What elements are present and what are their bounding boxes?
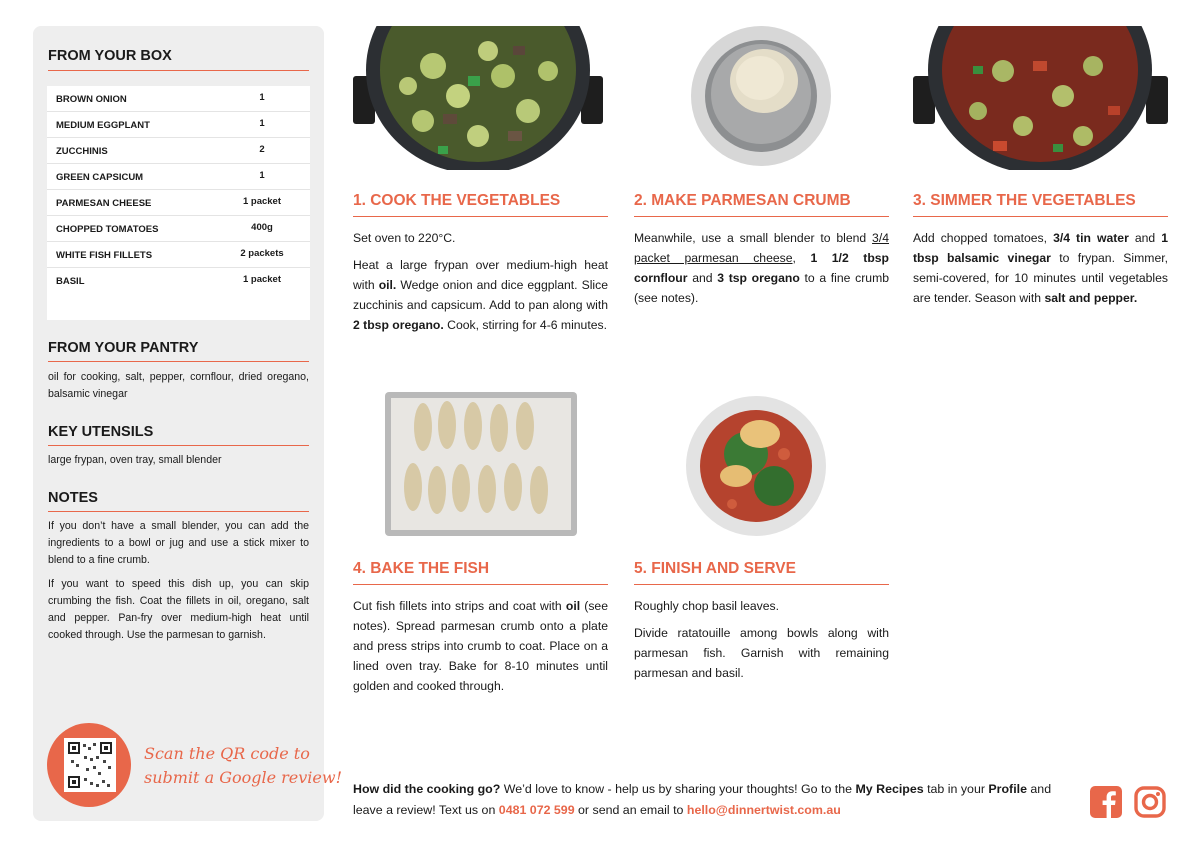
step-3-text bbox=[913, 228, 1168, 315]
ingredients-table bbox=[47, 86, 310, 320]
text-run: to a fine crumb (see notes). bbox=[634, 271, 889, 305]
utensils-text: large frypan, oven tray, small blender bbox=[48, 454, 222, 466]
text-run: to frypan. Simmer, semi-covered, for 10 minutes until vegetables are tender. Season with bbox=[913, 251, 1168, 305]
step-1-text bbox=[353, 228, 608, 342]
step-4-para bbox=[353, 596, 608, 696]
ingredient-qty: 1 bbox=[259, 92, 265, 103]
divider bbox=[353, 584, 608, 585]
instagram-icon[interactable] bbox=[1134, 786, 1166, 818]
footer-question: How did the cooking go? bbox=[353, 782, 501, 796]
my-recipes-link[interactable]: My Recipes bbox=[855, 782, 924, 796]
text-bold: oil. bbox=[378, 278, 397, 292]
table-row bbox=[47, 112, 310, 138]
text-bold: 2 tbsp oregano. bbox=[353, 318, 444, 332]
step-4-text bbox=[353, 596, 608, 703]
ingredient-name: BASIL bbox=[56, 276, 85, 287]
table-row bbox=[47, 242, 310, 268]
ingredient-name: BROWN ONION bbox=[56, 94, 127, 105]
step-2-text bbox=[634, 228, 889, 315]
step-2-title: 2. MAKE PARMESAN CRUMB bbox=[634, 192, 851, 209]
step-2-para bbox=[634, 228, 889, 308]
step-3-title: 3. SIMMER THE VEGETABLES bbox=[913, 192, 1136, 209]
divider bbox=[634, 216, 889, 217]
step-1-para-1: Set oven to 220°C. bbox=[353, 231, 456, 245]
ingredient-name: PARMESAN CHEESE bbox=[56, 198, 152, 209]
qr-prompt-line-1: Scan the QR code to bbox=[144, 744, 310, 763]
text-run: , bbox=[792, 251, 811, 265]
key-utensils-heading: KEY UTENSILS bbox=[48, 424, 154, 440]
qr-prompt-line-2: submit a Google review! bbox=[144, 768, 343, 787]
qr-prompt bbox=[144, 742, 342, 790]
text-run: and leave a review! Text us on bbox=[353, 782, 1052, 817]
text-bold: 1 tbsp balsamic vinegar bbox=[913, 231, 1169, 265]
divider bbox=[913, 216, 1168, 217]
text-run: or send an email to bbox=[574, 803, 687, 817]
email-link[interactable]: hello@dinnertwist.com.au bbox=[686, 803, 841, 817]
step-5-para-2: Divide ratatouille among bowls along with parmesan fish. Garnish with remaining parmesan and basil. bbox=[634, 626, 889, 680]
text-bold: 3/4 tin water bbox=[1053, 231, 1129, 245]
step-2-photo bbox=[634, 26, 888, 170]
step-5-para-1: Roughly chop basil leaves. bbox=[634, 599, 779, 613]
divider bbox=[48, 70, 309, 71]
step-3-para bbox=[913, 228, 1168, 308]
table-row bbox=[47, 190, 310, 216]
ingredient-name: GREEN CAPSICUM bbox=[56, 172, 144, 183]
note-2: If you want to speed this dish up, you can skip crumbing the fish. Coat the fillets in oil, oregano, salt and pepper. Pan-fry over medium-high heat until cooked through. Use the parmesan to garnish. bbox=[48, 578, 309, 641]
step-4-photo bbox=[385, 392, 577, 536]
table-row bbox=[47, 216, 310, 242]
divider bbox=[48, 445, 309, 446]
step-1-photo bbox=[353, 26, 603, 170]
pantry-text: oil for cooking, salt, pepper, cornflour, dried oregano, balsamic vinegar bbox=[48, 371, 309, 400]
text-run: Heat a large frypan over medium-high heat with bbox=[353, 258, 608, 292]
step-5-text bbox=[634, 596, 889, 690]
text-run: We’d love to know - help us by sharing your thoughts! Go to the bbox=[500, 782, 856, 796]
ingredient-qty: 1 packet bbox=[242, 196, 282, 207]
ingredient-qty: 400g bbox=[251, 222, 273, 233]
qr-code-icon bbox=[64, 738, 116, 792]
text-run: Wedge onion and dice eggplant. Slice zucchinis and capsicum. Add to pan along with bbox=[353, 278, 609, 312]
ingredient-name: CHOPPED TOMATOES bbox=[56, 224, 159, 235]
text-run: Cut fish fillets into strips and coat with bbox=[353, 599, 566, 613]
phone-link[interactable]: 0481 072 599 bbox=[498, 803, 575, 817]
step-1-para-2 bbox=[353, 255, 608, 335]
notes-heading: NOTES bbox=[48, 490, 98, 506]
table-row bbox=[47, 138, 310, 164]
divider bbox=[353, 216, 608, 217]
text-run: and bbox=[687, 271, 718, 285]
step-5-photo bbox=[684, 394, 828, 538]
note-1: If you don’t have a small blender, you can add the ingredients to a bowl or jug and use a stick mixer to blend to a fine crumb. bbox=[48, 520, 309, 566]
step-3-photo bbox=[913, 26, 1168, 170]
ingredient-name: MEDIUM EGGPLANT bbox=[56, 120, 150, 131]
text-run: tab in your bbox=[923, 782, 989, 796]
ingredient-qty: 1 bbox=[259, 170, 265, 181]
step-1-title: 1. COOK THE VEGETABLES bbox=[353, 192, 561, 209]
text-bold: 1 1/2 tbsp cornflour bbox=[634, 251, 889, 285]
ingredient-qty: 2 packets bbox=[240, 248, 284, 259]
table-row bbox=[47, 86, 310, 112]
ingredient-name: ZUCCHINIS bbox=[56, 146, 108, 157]
ingredient-name: WHITE FISH FILLETS bbox=[56, 250, 153, 261]
profile-link[interactable]: Profile bbox=[988, 782, 1027, 796]
from-your-box-heading: FROM YOUR BOX bbox=[48, 48, 172, 64]
facebook-icon[interactable] bbox=[1090, 786, 1122, 818]
from-your-pantry-heading: FROM YOUR PANTRY bbox=[48, 340, 199, 356]
ingredient-qty: 2 bbox=[259, 144, 265, 155]
text-run: Cook, stirring for 4-6 minutes. bbox=[443, 318, 607, 332]
divider bbox=[634, 584, 889, 585]
text-underline: 3/4 packet parmesan cheese bbox=[634, 231, 889, 265]
table-row bbox=[47, 268, 310, 294]
text-run: Add chopped tomatoes, bbox=[913, 231, 1054, 245]
sidebar bbox=[33, 26, 324, 821]
text-run: and bbox=[1128, 231, 1162, 245]
feedback-footer bbox=[353, 779, 1073, 821]
divider bbox=[48, 511, 309, 512]
ingredient-qty: 1 bbox=[259, 118, 265, 129]
table-row bbox=[47, 164, 310, 190]
step-4-title: 4. BAKE THE FISH bbox=[353, 560, 490, 577]
divider bbox=[48, 361, 309, 362]
text-bold: 3 tsp oregano bbox=[717, 271, 800, 285]
text-bold: oil bbox=[565, 599, 581, 613]
text-run: (see notes). Spread parmesan crumb onto a plate and press strips into crumb to coat. Place on a lined oven tray. Bake for 8-10 minutes until golden and cooked through. bbox=[353, 599, 608, 693]
ingredient-qty: 1 packet bbox=[242, 274, 282, 285]
step-5-title: 5. FINISH AND SERVE bbox=[634, 560, 796, 577]
qr-code-badge[interactable] bbox=[47, 723, 131, 807]
text-bold: salt and pepper. bbox=[1044, 291, 1138, 305]
text-run: Meanwhile, use a small blender to blend bbox=[634, 231, 873, 245]
